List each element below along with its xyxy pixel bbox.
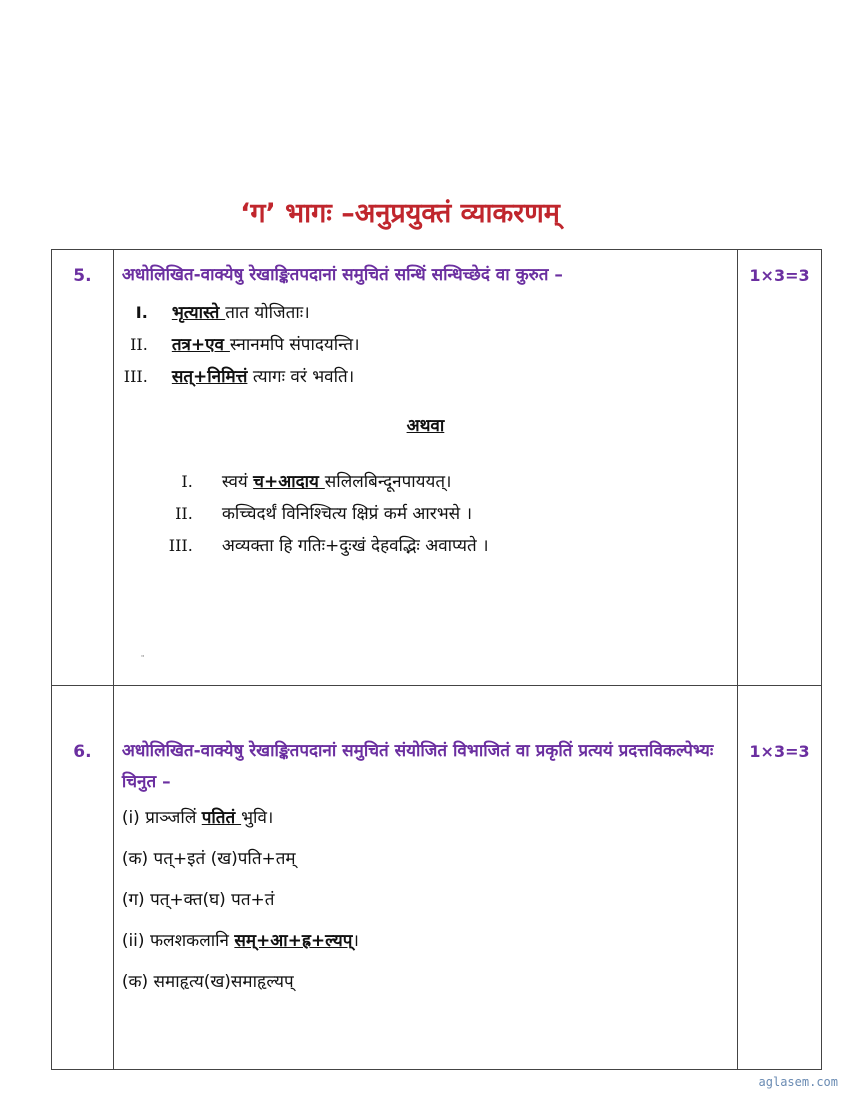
watermark: aglasem.com: [758, 1075, 838, 1089]
option-line: (i) प्राञ्जलिं पतितं भुवि।: [121, 808, 274, 828]
option-line: (ग) पत्+क्त(घ) पत+तं: [121, 890, 275, 910]
marks-label: 1×3=3: [738, 250, 822, 686]
section-title: ‘ग’ भागः –अनुप्रयुक्तं व्याकरणम्: [240, 198, 560, 229]
or-label: अथवा: [406, 416, 445, 436]
question-instruction: अधोलिखित-वाक्येषु रेखाङ्कितपदानां समुचितं संयोजितं विभाजितं वा प्रकृतिं प्रत्ययं प्रदत्तविकल्पेभ्यः चिनुत –: [121, 741, 714, 792]
question-number: 5.: [52, 250, 114, 686]
question-body: [113, 250, 737, 686]
list-item: I. भृत्यास्ते तात योजिताः।: [135, 303, 310, 323]
question-number: 6.: [52, 686, 114, 1070]
question-body: [113, 686, 737, 1070]
list-item: I. स्वयं च+आदाय सलिलबिन्दूनपाययत्।: [181, 472, 452, 492]
question-table: [51, 249, 822, 1070]
question-row-6: [52, 686, 822, 1070]
question-row-5: [52, 250, 822, 686]
option-line: (ii) फलशकलानि सम्+आ+ह्र+ल्यप्।: [121, 931, 359, 951]
list-item: III. सत्+निमित्तं त्यागः वरं भवति।: [123, 367, 355, 387]
marks-label: 1×3=3: [738, 686, 822, 1070]
option-line: (क) समाहृत्य(ख)समाहृल्यप्: [121, 972, 294, 992]
list-item: II. कच्चिदर्थं विनिश्चित्य क्षिप्रं कर्म आरभसे ।: [175, 504, 473, 524]
option-line: (क) पत्+इतं (ख)पति+तम्: [121, 849, 296, 869]
stray-mark: ": [141, 654, 145, 662]
list-item: III. अव्यक्ता हि गतिः+दुःखं देहवद्भिः अवाप्यते ।: [168, 536, 489, 556]
list-item: II. तत्र+एव स्नानमपि संपादयन्ति।: [130, 335, 360, 355]
question-instruction: अधोलिखित-वाक्येषु रेखाङ्कितपदानां समुचितं सन्धिं सन्धिच्छेदं वा कुरुत –: [121, 265, 563, 285]
